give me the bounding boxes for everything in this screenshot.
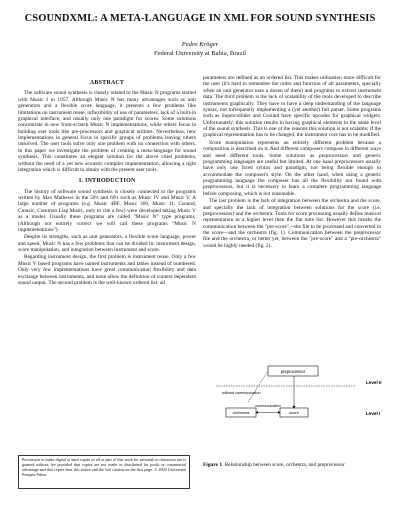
intro-paragraph-1: The history of software sound synthesis is closely connected to the programs written by Max Mathews in the 50's and 60's such as Music IV and Music V. A large number of programs (e.g. Music 4BF, Music 360, Music 11, Csound, Cmusic, Common Lisp Music, only to cite a few) were developed taking Music V as a model. Usually these programs are called "Music N" type programs. (Although not entirely correct we will call these programs "Music N implementations"). (18, 188, 196, 233)
right-paragraph-3: The last problem is the lack of integration between the orchestra and the score, and specially the lack of integration between solutions for the score (i.e. preprocessors) and the orchestra. Tools for score processing usually define musical representation in a higher level then the flat note list. However this breaks the communication between the "pre-score"—the file to be processed and converted in the score—and the orchestra (fig. 1). Communication between the preprocessor file and the orchestra, or better yet, between the "pre-score" and a "pre-orchestra" would be highly needed (fig. 2). (203, 198, 381, 249)
abstract-text: The software sound synthesis is closely related to the Music N programs started with Music I in 1957. Although Music N has many advantages such as unit generators and a flexible score language, it presents a few problems like limitations on instrument reuse, inflexibility of use of parameters, lack of a built-in graphical interface, and usually only one paradigm for scores. Some solutions concentrate in new from-scratch Music N implementations, while others focus in building user tools like pre-processors and graphical utilities. Nevertheless, new implementations in general focus in specific groups of problems leaving others unsolved. The user tools solve only one problem with no connection with others. In this paper we investigate the problem of creating a meta-language for sound synthesis. This constitutes an elegant solution for the above cited problems, without the need of a yet new acoustic compiler implementation, allowing a tight integration which is difficult to obtain with the present user tools. (18, 90, 196, 173)
left-column (18, 77, 196, 287)
intro-paragraph-3: Regarding instrument design, the first problem is instrument reuse. Only a few Music V based programs have named instruments and tables instead of numbered. Only very few implementations have great communication flexibility and data exchange between instruments, and none allow the definition of context dependent sound output. The second problem is the well-known ordered list: all (18, 254, 196, 286)
paper-title: CSOUNDXML: A META-LANGUAGE IN XML FOR SOUND SYNTHESIS (24, 13, 376, 24)
author-affiliation: Federal University at Bahia, Brazil (153, 50, 247, 58)
copyright-line: © 2004 Universitat Pompeu Fabra. (22, 466, 186, 477)
without-communication-line (248, 371, 268, 402)
level-i-label: Level I (366, 411, 381, 416)
intro-paragraph-2: Despite its strengths, such as unit generators, a flexible score language, power and speed, Music N has a few problems that can be divided in: instrument design, score manipulation, and integration between instrument and score. (18, 234, 196, 253)
without-communication-label: without communication (222, 391, 261, 395)
right-paragraph-1: parameters are defined as an ordered list. This makes utilization more difficult for the user (it's hard to remember the order and function of all parameters, specially when an unit generator uses a dozen of them) and programs to extract instrument data. The third problem is the lack of scalability of the tools developed to describe instruments graphically. They have to have a deep understanding of the language syntax, not infrequently implementing a (yet another) full parser. Some programs such as Supercollider and Csound have specific opcodes for graphical widgets. Unfortunately, this solution results in having graphical elements in the same level of the sound synthesis. This is one of the reasons this solution is not scalable; if the graphical representation has to be changed, the instrument core has to be modified. (203, 75, 381, 139)
score-box-label: score (289, 410, 299, 416)
right-paragraph-2: Score manipulation represents an entirely different problem because a composition is described on it. And different composers compose in different ways and need different tools. Some solutions as preprocessors and generic programming languages are useful but limited. At one hand preprocessors usually have only one fixed syntax and paradigm, not being flexible enough to accommodate the composer's style. On the other hand, when using a generic programming language the composer has all the flexibility not found with preprocessors, but it is necessary to learn a complete programming language before composing, which is not reasonable. (203, 139, 381, 197)
figure-1-diagram (216, 356, 388, 456)
preprocessor-box-label: preprocessor (280, 369, 306, 374)
orchestra-box-label: orchestra (232, 410, 250, 416)
figure-1-caption-label: Figure 1 (203, 462, 223, 468)
level-ii-label: Level II (366, 380, 382, 385)
figure-1-caption-text: . Relationship between score, orchestra, and preprocessor (222, 462, 345, 468)
right-column (203, 75, 381, 250)
figure-1-caption (203, 462, 381, 468)
introduction-heading: 1. INTRODUCTION (78, 178, 136, 185)
permission-text: Permission to make digital or hard copies of all or part of this work for personal or classroom use is granted without fee provided that copies are not made or distributed for profit or commercial advantage and that copies bear this notice and the full citation on the first page. (22, 457, 186, 472)
author-name: Pedro Kröger (181, 41, 219, 48)
abstract-heading: ABSTRACT (89, 80, 125, 86)
author-block (0, 40, 400, 58)
communication-label: communication (255, 404, 281, 408)
permission-notice (18, 455, 190, 489)
